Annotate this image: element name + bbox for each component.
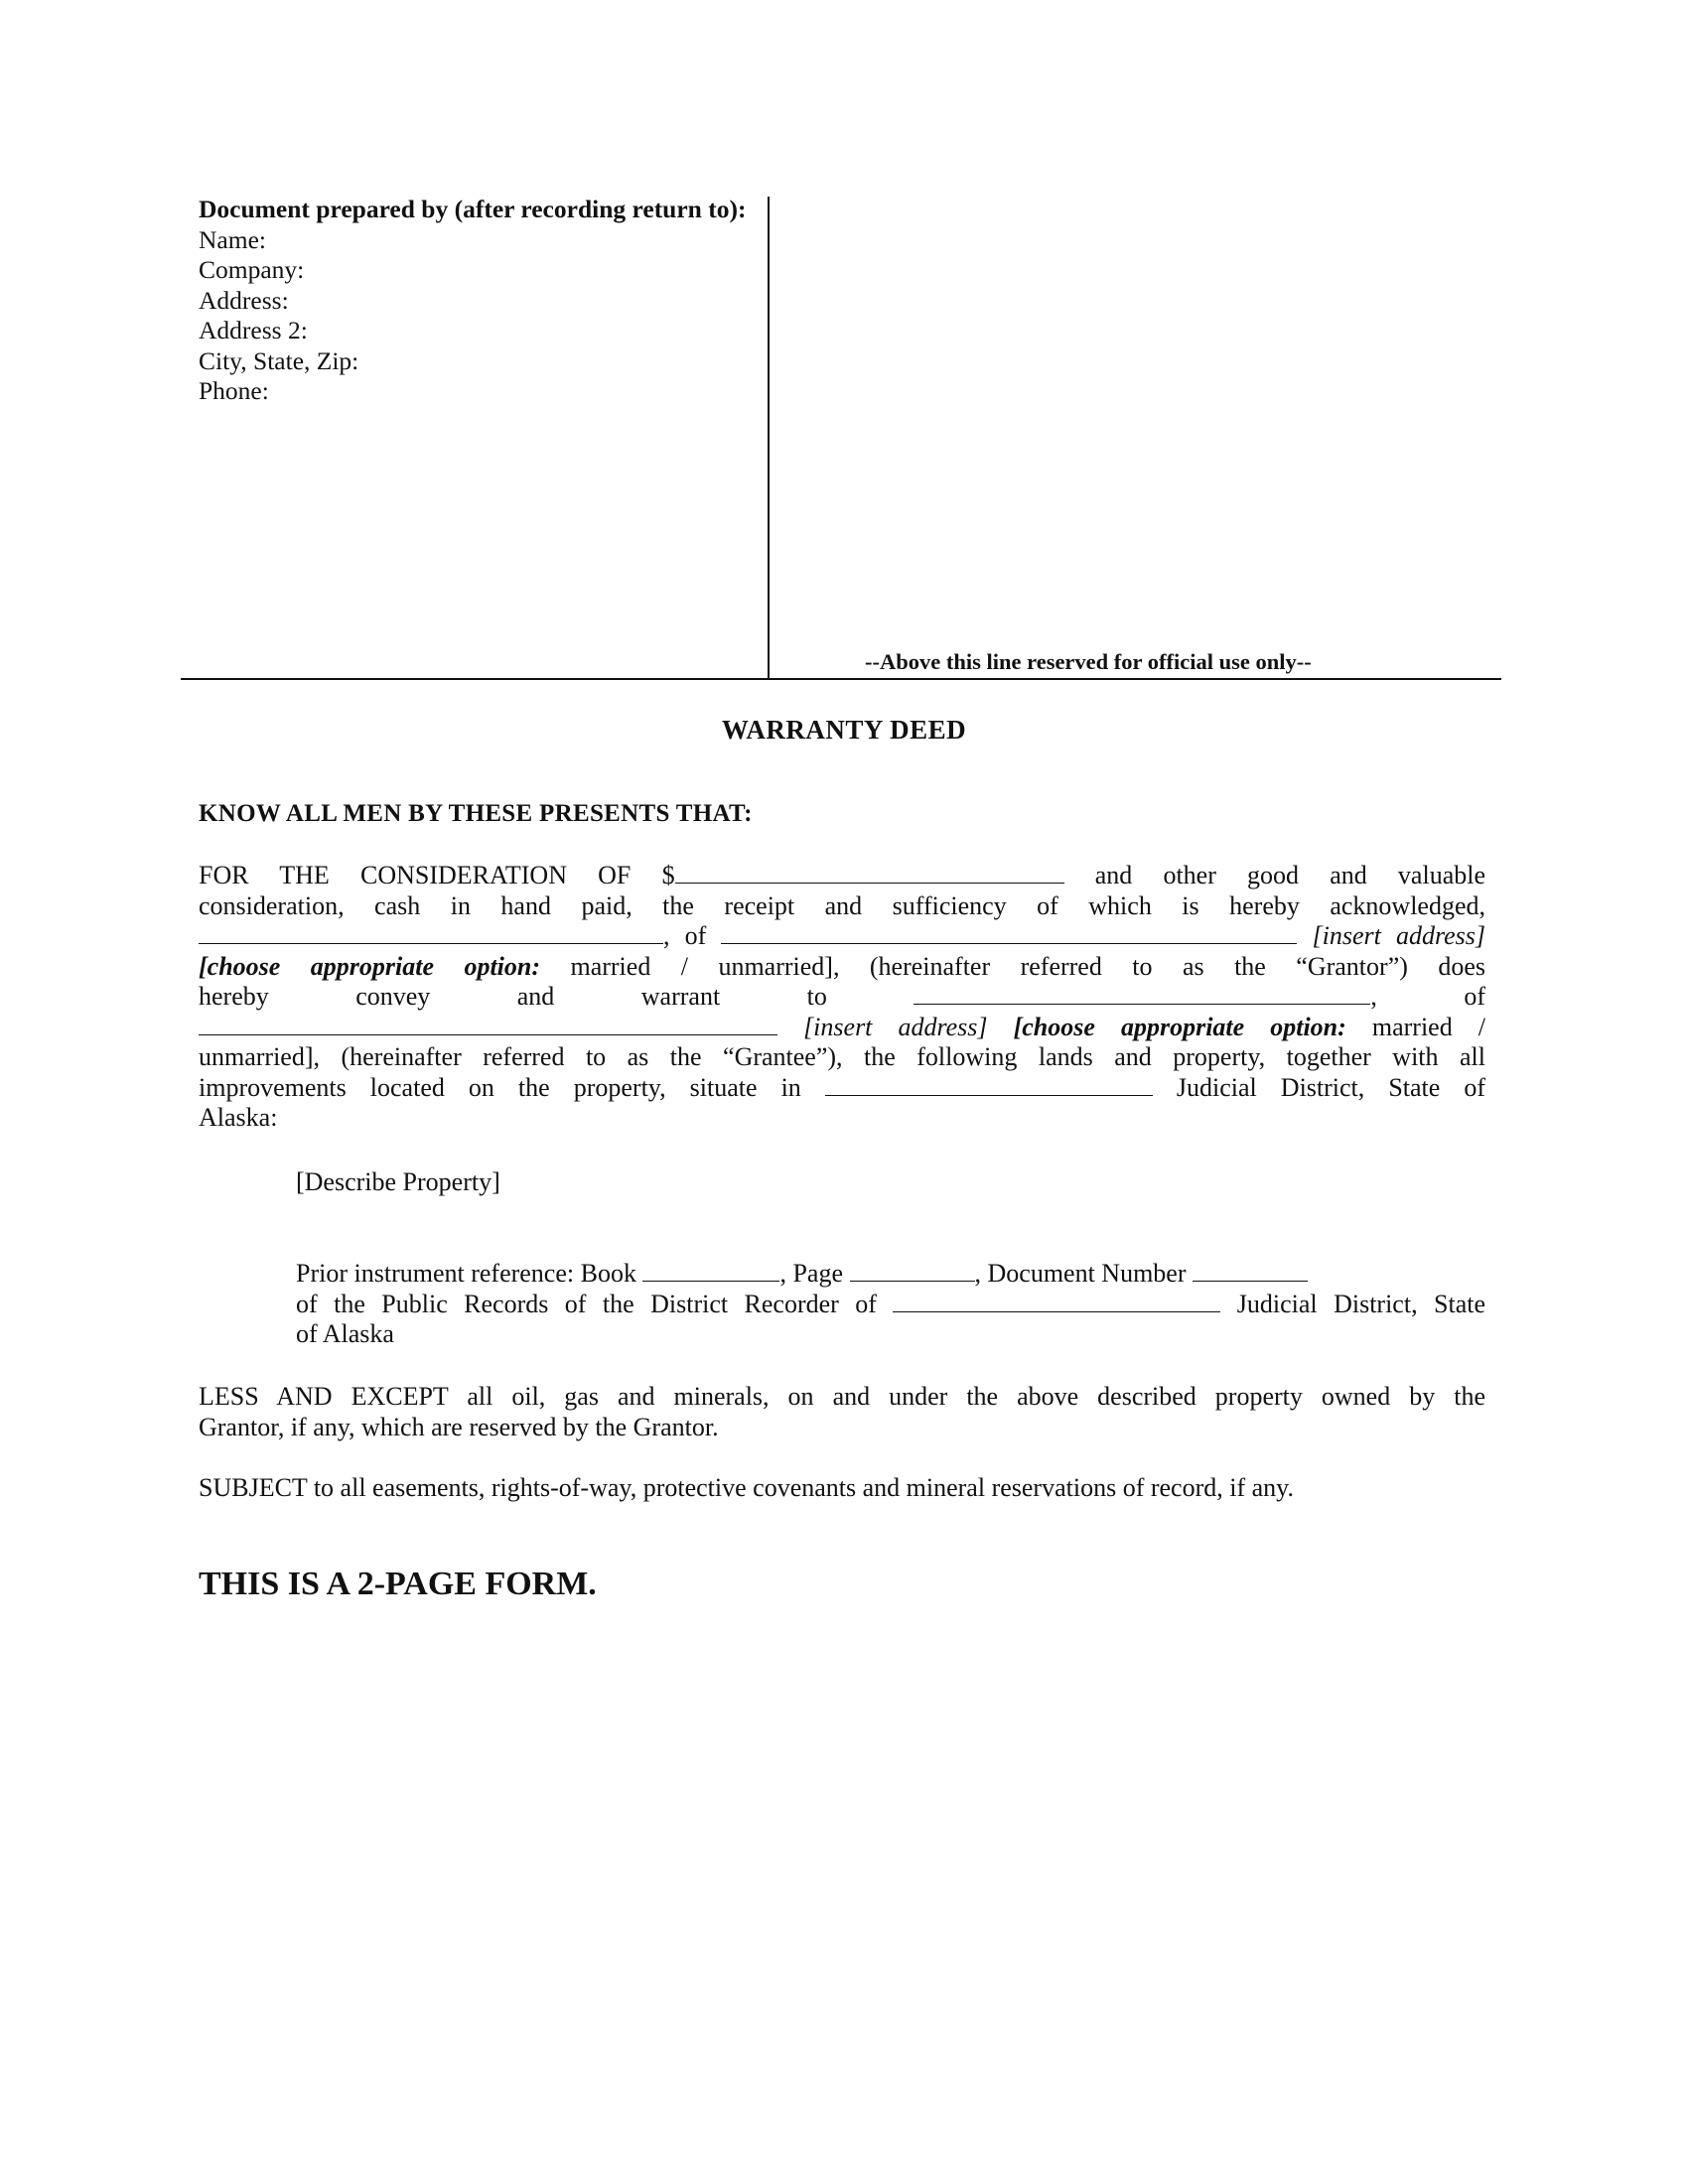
consideration-paragraph [199, 861, 1485, 1134]
two-page-form-note: THIS IS A 2-PAGE FORM. [199, 1566, 597, 1602]
consideration-line-2: consideration, cash in hand paid, the receipt and sufficiency of which is hereby acknowledged, [199, 890, 1485, 920]
header-vertical-divider [768, 197, 770, 679]
less-and-except-paragraph [199, 1382, 1485, 1442]
recorder-district-blank [893, 1291, 1220, 1312]
phone-field-label: Phone: [199, 376, 269, 405]
consideration-line-8: improvements located on the property, situate in Judicial District, State of [199, 1072, 1486, 1102]
official-use-note: --Above this line reserved for official use only-- [865, 649, 1312, 674]
grantor-name-blank [199, 922, 663, 944]
consideration-line-4: [choose appropriate option: married / unmarried], (hereinafter referred to as the “Grantor”) does [199, 951, 1485, 981]
prepared-by-block [199, 195, 753, 407]
document-title: WARRANTY DEED [721, 715, 967, 745]
subject-to-line: SUBJECT to all easements, rights-of-way, protective covenants and mineral reservations of record, if any. [199, 1473, 1294, 1502]
consideration-line-9: Alaska: [199, 1103, 278, 1132]
prior-instrument-line-3: of Alaska [296, 1319, 394, 1348]
prepared-by-fields [199, 225, 753, 407]
address-field-label: Address: [199, 285, 289, 315]
grantee-address-blank [199, 1014, 777, 1035]
subject-to-paragraph [199, 1473, 1485, 1504]
consideration-line-5: hereby convey and warrant to , of [199, 982, 1486, 1011]
consideration-amount-blank [675, 862, 1064, 884]
prepared-by-title: Document prepared by (after recording return to): [199, 195, 747, 223]
judicial-district-blank [825, 1074, 1153, 1096]
consideration-line-6: [insert address] [choose appropriate option: married / [199, 1013, 1485, 1043]
intro-heading: KNOW ALL MEN BY THESE PRESENTS THAT: [199, 800, 753, 827]
prior-instrument-line-2: of the Public Records of the District Recorder of Judicial District, State [296, 1289, 1485, 1318]
address2-field-label: Address 2: [199, 316, 308, 344]
describe-property-placeholder: [Describe Property] [296, 1167, 500, 1196]
consideration-line-1: FOR THE CONSIDERATION OF $ and other good and valuable [199, 861, 1485, 889]
document-number-blank [1193, 1260, 1308, 1282]
company-field-label: Company: [199, 255, 305, 284]
book-blank [642, 1260, 779, 1282]
consideration-line-7: unmarried], (hereinafter referred to as the “Grantee”), the following lands and property, together with all [199, 1042, 1485, 1071]
city-state-zip-field-label: City, State, Zip: [199, 345, 359, 375]
grantee-name-blank [914, 983, 1370, 1005]
header-horizontal-divider [181, 678, 1501, 680]
name-field-label: Name: [199, 224, 266, 254]
less-except-line-2: Grantor, if any, which are reserved by the Grantor. [199, 1412, 719, 1441]
prior-instrument-paragraph [296, 1259, 1485, 1350]
less-except-line-1: LESS AND EXCEPT all oil, gas and minerals, on and under the above described property owned by the [199, 1382, 1485, 1411]
page-blank [850, 1260, 975, 1282]
prior-instrument-line-1: Prior instrument reference: Book , Page , Document Number [296, 1259, 1485, 1290]
consideration-line-3: , of [insert address] [199, 921, 1485, 952]
grantor-address-blank [721, 922, 1297, 944]
